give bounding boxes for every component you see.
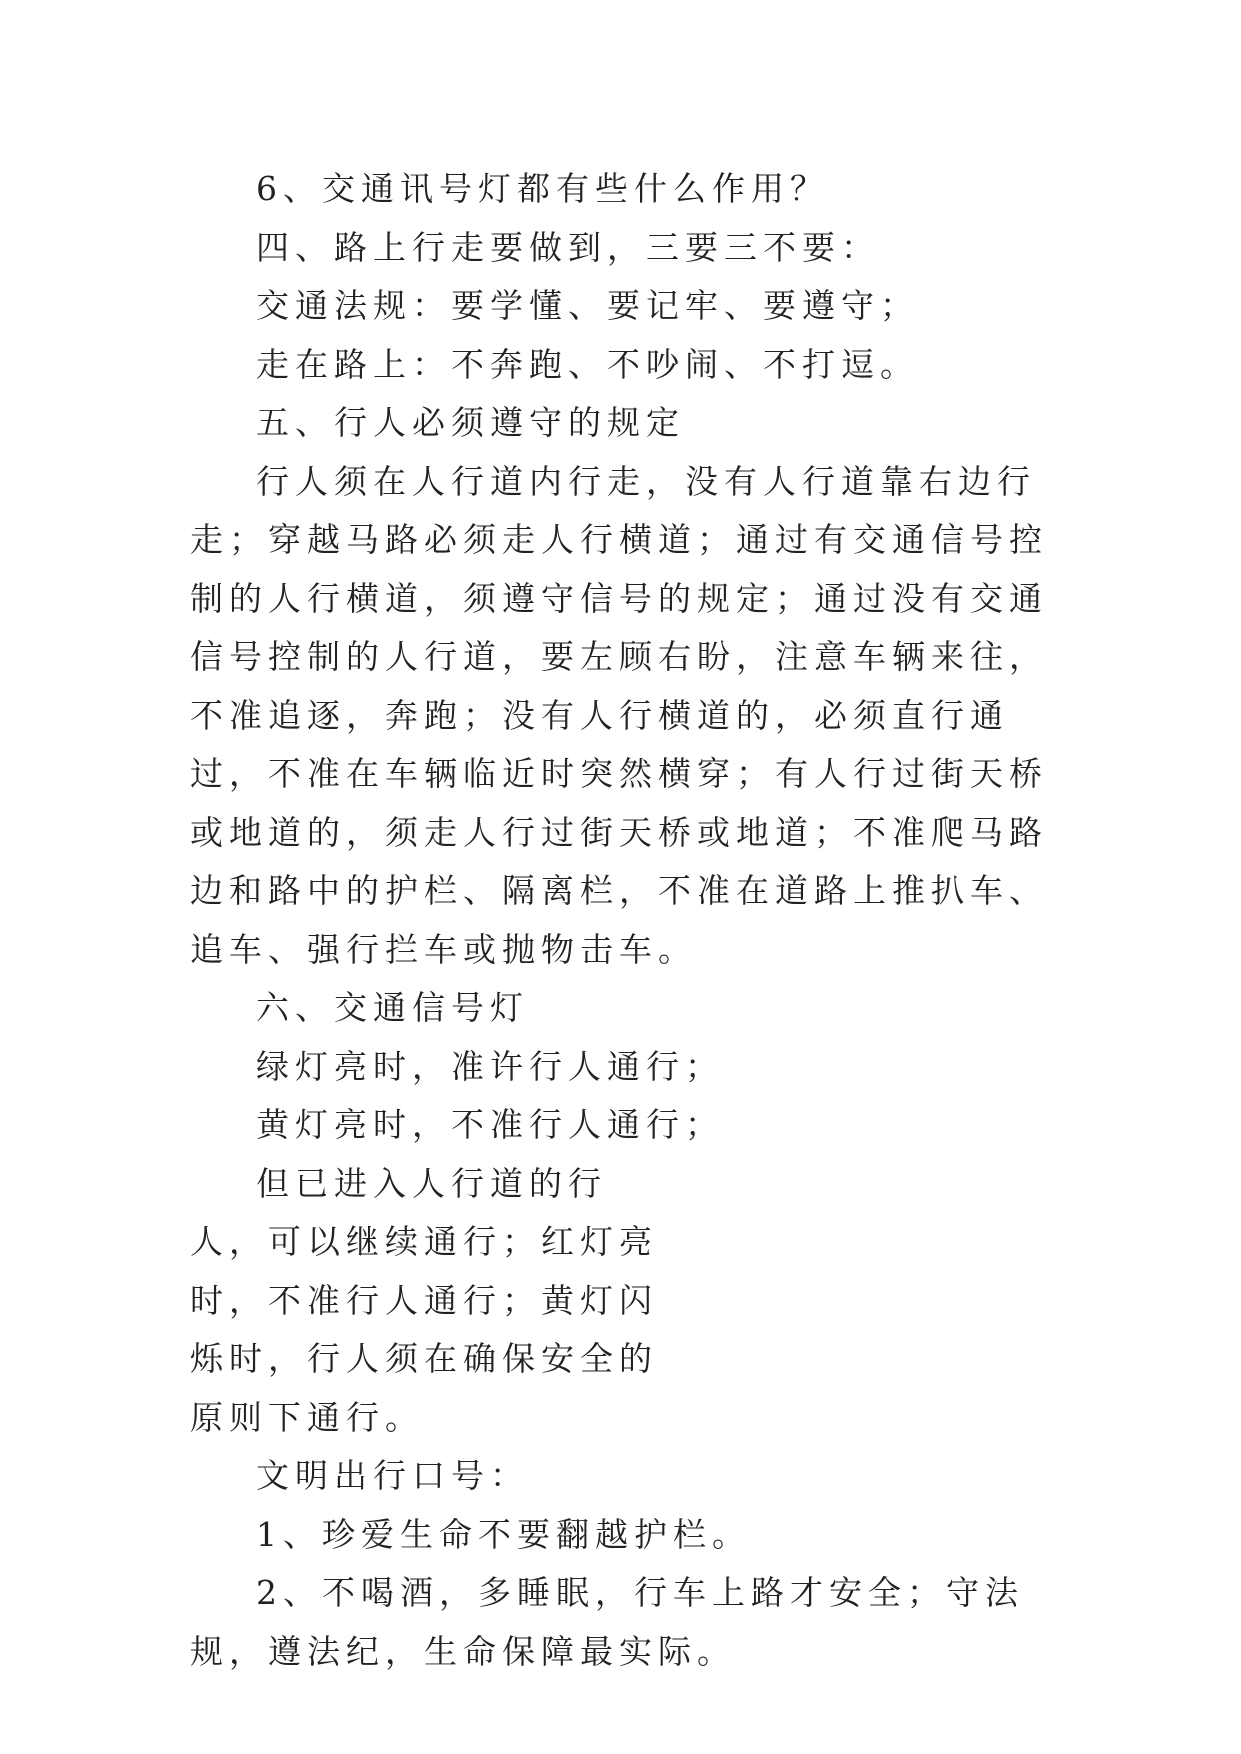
- document-page: [190, 160, 1060, 1681]
- paragraph-light-details: 但已进入人行道的行人，可以继续通行；红灯亮时，不准行人通行；黄灯闪烁时，行人须在确保安全的原则下通行。: [190, 1163, 658, 1437]
- paragraph-walking-rules: 走在路上：不奔跑、不吵闹、不打逗。: [256, 344, 919, 384]
- paragraph-traffic-light-question: 6、交通讯号灯都有些什么作用？: [256, 169, 829, 208]
- paragraph-green-light: 绿灯亮时，准许行人通行；: [256, 1046, 724, 1086]
- paragraph-traffic-rules: 交通法规：要学懂、要记牢、要遵守；: [256, 286, 919, 325]
- paragraph-pedestrian-regulations: 行人须在人行道内行走，没有人行道靠右边行走；穿越马路必须走人行横道；通过有交通信号控制的人行横道，须遵守信号的规定；通过没有交通信号控制的人行道，要左顾右盼，注意车辆来往，不准追逐，奔跑；没有人行横道的，必须直行通过，不准在车辆临近时突然横穿；有人行过街天桥或地道的，须走人行过街天桥或地道；不准爬马路边和路中的护栏、隔离栏，不准在道路上推扒车、追车、强行拦车或抛物击车。: [190, 461, 1048, 969]
- paragraph-yellow-light: 黄灯亮时，不准行人通行；: [256, 1105, 724, 1144]
- slogan-item-1: 1、珍爱生命不要翻越护栏。: [256, 1514, 751, 1554]
- heading-section-four: 四、路上行走要做到，三要三不要：: [256, 227, 880, 267]
- heading-section-six: 六、交通信号灯: [256, 988, 529, 1027]
- heading-section-five: 五、行人必须遵守的规定: [256, 403, 685, 442]
- slogan-item-2: 2、不喝酒，多睡眠，行车上路才安全；守法规，遵法纪，生命保障最实际。: [190, 1573, 1024, 1671]
- heading-slogans: 文明出行口号：: [256, 1456, 529, 1495]
